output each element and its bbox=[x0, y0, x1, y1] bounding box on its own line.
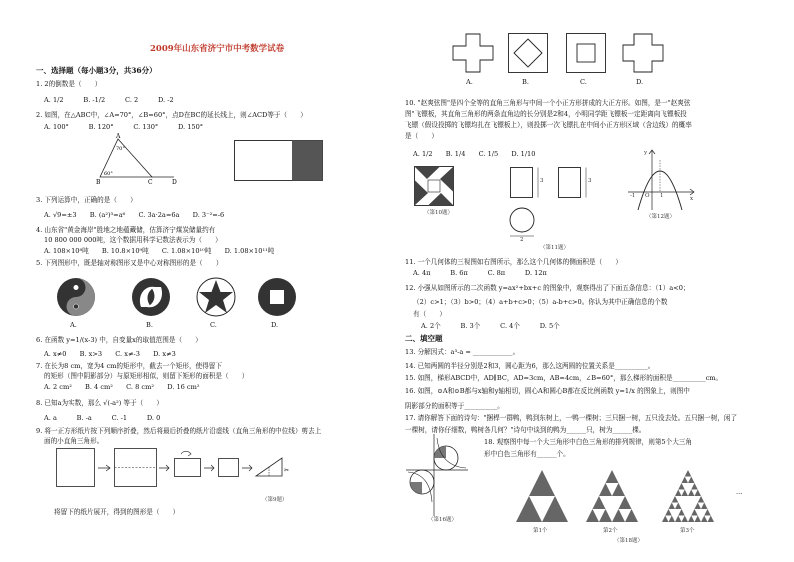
question-10-line1: 10. "赵爽弦图"是四个全等的直角三角形与中间一个小正方形拼成的大正方形。如图，是一"赵爽弦 bbox=[405, 99, 691, 107]
svg-text:B: B bbox=[96, 179, 101, 186]
question-17-line1: 17. 请你解答下面的诗句："捆桿一群鸭，鸭到东树上，一鸭一棵树；三只捆一树，五只没去处。五只捆一树，闲了 bbox=[405, 414, 738, 422]
sierpinski-stage-3 bbox=[660, 468, 716, 524]
question-16-line2: 阴影部分的面积等于__________。 bbox=[405, 402, 504, 410]
question-1: 1. 2的倒数是（ ） bbox=[36, 80, 102, 88]
question-1-options: A. 1/2 B. -1/2 C. 2 D. -2 bbox=[44, 96, 174, 104]
question-12-line2: （2）c>1；（3）b>0；（4）a+b+c>0；（5）a-b+c>0。你认为其中正确信息的个数 bbox=[413, 298, 668, 306]
graph-label-origin: O bbox=[645, 193, 650, 199]
star-circle-icon bbox=[196, 277, 236, 317]
three-views-figure bbox=[508, 164, 588, 244]
q9-option-c: C. bbox=[580, 78, 587, 86]
question-10-options: A. 1/2 B. 1/4 C. 1/5 D. 1/10 bbox=[413, 150, 536, 158]
graph-label-one: 1 bbox=[660, 193, 664, 199]
q5-option-b: B. bbox=[146, 321, 153, 329]
tangent-circles-figure bbox=[404, 432, 470, 518]
fig11-dim-top: 2 bbox=[520, 237, 524, 243]
triangle-figure bbox=[90, 135, 180, 185]
question-4-options: A. 108×10⁸吨 B. 10.8×10⁹吨 C. 1.08×10¹⁰吨 D. 1.08×10¹¹吨 bbox=[44, 247, 275, 255]
svg-text:70°: 70° bbox=[116, 146, 125, 152]
question-18-line2: 形中白色三角形有______个。 bbox=[484, 450, 570, 458]
sierpinski-stage-1 bbox=[514, 468, 570, 524]
rectangle-shaded-figure bbox=[234, 140, 324, 182]
question-4-line1: 4. 山东省"黄金海岸"胜地之地蕴藏储，估算济宁煤炭储量约有 bbox=[36, 226, 216, 234]
svg-text:✂: ✂ bbox=[284, 467, 290, 474]
question-11-options: A. 4π B. 6π C. 8π D. 12π bbox=[413, 269, 547, 277]
fig18-label-3: 第3个 bbox=[680, 528, 695, 534]
question-3: 3. 下列运算中，正确的是（ ） bbox=[36, 196, 137, 204]
question-6: 6. 在函数 y=1/(x-3) 中，自变量x的取值范围是（ ） bbox=[36, 336, 202, 344]
swirl-circle-icon bbox=[131, 277, 171, 317]
section-choice-heading: 一、选择题（每小题3分，共36分） bbox=[36, 66, 157, 75]
fig11-dim-side: 3 bbox=[588, 178, 592, 184]
graph-label-x: x bbox=[690, 196, 694, 202]
parabola-graph bbox=[626, 146, 696, 212]
notched-cross-option-d bbox=[622, 33, 664, 73]
ellipsis-dots: ··· bbox=[736, 490, 743, 498]
square-in-square-option-c bbox=[566, 33, 606, 73]
graph-label-y: y bbox=[644, 150, 648, 156]
question-17-line2: 一棵树，请你仔细数，鸭树各几何？"诗句中谈到的鸭为______只，树为______棵。 bbox=[405, 426, 646, 434]
coin-square-icon bbox=[257, 277, 297, 317]
yin-yang-icon bbox=[56, 277, 96, 317]
question-10-line2: 图"飞镖板，其直角三角形的两条直角边的长分别是2和4，小明同学距飞镖板一定距离向飞镖板投 bbox=[405, 110, 687, 118]
question-12-line3: 有（ ） bbox=[413, 310, 446, 318]
fig18-label-2: 第2个 bbox=[603, 528, 618, 534]
q5-option-c: C. bbox=[210, 321, 217, 329]
question-10-line3: 飞镖（假设投掷的飞镖均扎在飞镖板上），则投掷一次飞镖扎在中间小正方形区域（含边线）的概率 bbox=[405, 121, 692, 129]
question-9-line3: 将留下的纸片展开，得到的图形是（ ） bbox=[54, 508, 180, 516]
question-2-options: A. 100° B. 120° C. 130° D. 150° bbox=[44, 123, 204, 131]
q9-option-a: A. bbox=[466, 78, 473, 86]
svg-text:C: C bbox=[148, 179, 153, 186]
question-10-line4: 是（ ） bbox=[405, 132, 438, 140]
question-5: 5. 下列图形中，既是轴对称图形又是中心对称图形的是（ ） bbox=[36, 259, 223, 267]
question-3-options: A. √9=±3 B. (a²)³=a⁶ C. 3a·2a=6a D. 3⁻²=-6 bbox=[44, 211, 225, 219]
paper-title: 2009年山东省济宁市中考数学试卷 bbox=[150, 44, 285, 54]
question-7-options: A. 2 cm² B. 4 cm² C. 8 cm² D. 16 cm² bbox=[44, 383, 200, 391]
figure-16-caption: （第16题） bbox=[428, 517, 457, 523]
question-8-options: A. a B. -a C. -1 D. 0 bbox=[44, 414, 161, 422]
q5-option-d: D. bbox=[271, 321, 279, 329]
svg-text:D: D bbox=[172, 179, 177, 186]
q5-option-a: A. bbox=[70, 321, 77, 329]
fig18-label-1: 第1个 bbox=[533, 528, 548, 534]
question-18-line1: 18. 观察图中每一个大三角形中白色三角形的排列规律，则第5个大三角 bbox=[484, 438, 692, 446]
question-13: 13. 分解因式：a³-a = ____________。 bbox=[405, 348, 520, 356]
question-2: 2. 如图，在△ABC中，∠A=70°，∠B=60°，点D在BC的延长线上，则∠ACD等于（ ） bbox=[36, 111, 307, 119]
cross-shape-option-a bbox=[452, 33, 494, 73]
figure-12-caption: （第12题） bbox=[646, 214, 675, 220]
question-15: 15. 如图，梯形ABCD中，AD∥BC，AD=3cm，AB=4cm，∠B=60°，那么梯形的面积是__________cm。 bbox=[405, 374, 723, 382]
question-4-line2: 10 800 000 000吨，这个数据用科学记数法表示为（ ） bbox=[44, 236, 222, 244]
figure-18-caption: （第18题） bbox=[614, 538, 643, 544]
question-9-line2: 面的小直角三角形。 bbox=[44, 437, 104, 445]
figure-10-caption: （第10题） bbox=[424, 210, 453, 216]
figure-9-caption: （第9题） bbox=[262, 497, 288, 503]
question-7-line1: 7. 在长为8 cm，宽为4 cm的矩形中，截去一个矩形，使得留下 bbox=[36, 362, 222, 370]
question-12-line1: 12. 小强从如图所示的二次函数 y=ax²+bx+c 的图象中，观察得出了下面五条信息：（1）a<0； bbox=[405, 284, 690, 292]
question-7-line2: 的矩形（图中阴影部分）与原矩形相似，则留下矩形的面积是（ ） bbox=[44, 372, 249, 380]
fig11-dim-front: 3 bbox=[540, 178, 544, 184]
graph-label-neg-one: -1 bbox=[630, 193, 636, 199]
question-12-options: A. 2个 B. 3个 C. 4个 D. 5个 bbox=[421, 322, 560, 330]
svg-text:60°: 60° bbox=[104, 171, 113, 177]
figure-11-caption: （第11题） bbox=[540, 245, 569, 251]
section-fill-heading: 二、填空题 bbox=[405, 334, 443, 343]
svg-text:A: A bbox=[116, 133, 121, 140]
diamond-square-option-b bbox=[508, 33, 548, 73]
question-11: 11. 一个几何体的三视图如右图所示，那么这个几何体的侧面积是（ ） bbox=[405, 258, 622, 266]
q9-option-d: D. bbox=[636, 78, 644, 86]
zhao-shuang-figure bbox=[414, 166, 454, 206]
question-16-line1: 16. 如图，⊙A和⊙B都与x轴和y轴相切，圆心A和圆心B都在反比例函数 y=1/x 的图象上，则图中 bbox=[405, 387, 690, 395]
question-8: 8. 已知a为实数，那么 √(-a²) 等于（ ） bbox=[36, 399, 163, 407]
question-9-line1: 9. 将一正方形纸片按下列顺序折叠，然后将最后折叠的纸片沿虚线（直角三角形的中位线）剪去上 bbox=[36, 427, 322, 435]
q9-option-b: B. bbox=[522, 78, 529, 86]
question-14: 14. 已知两圆的半径分别是2和3，圆心距为6，那么这两圆的位置关系是__________。 bbox=[405, 362, 655, 370]
question-6-options: A. x≠0 B. x>3 C. x≠-3 D. x≠3 bbox=[44, 350, 176, 358]
sierpinski-stage-2 bbox=[584, 468, 640, 524]
